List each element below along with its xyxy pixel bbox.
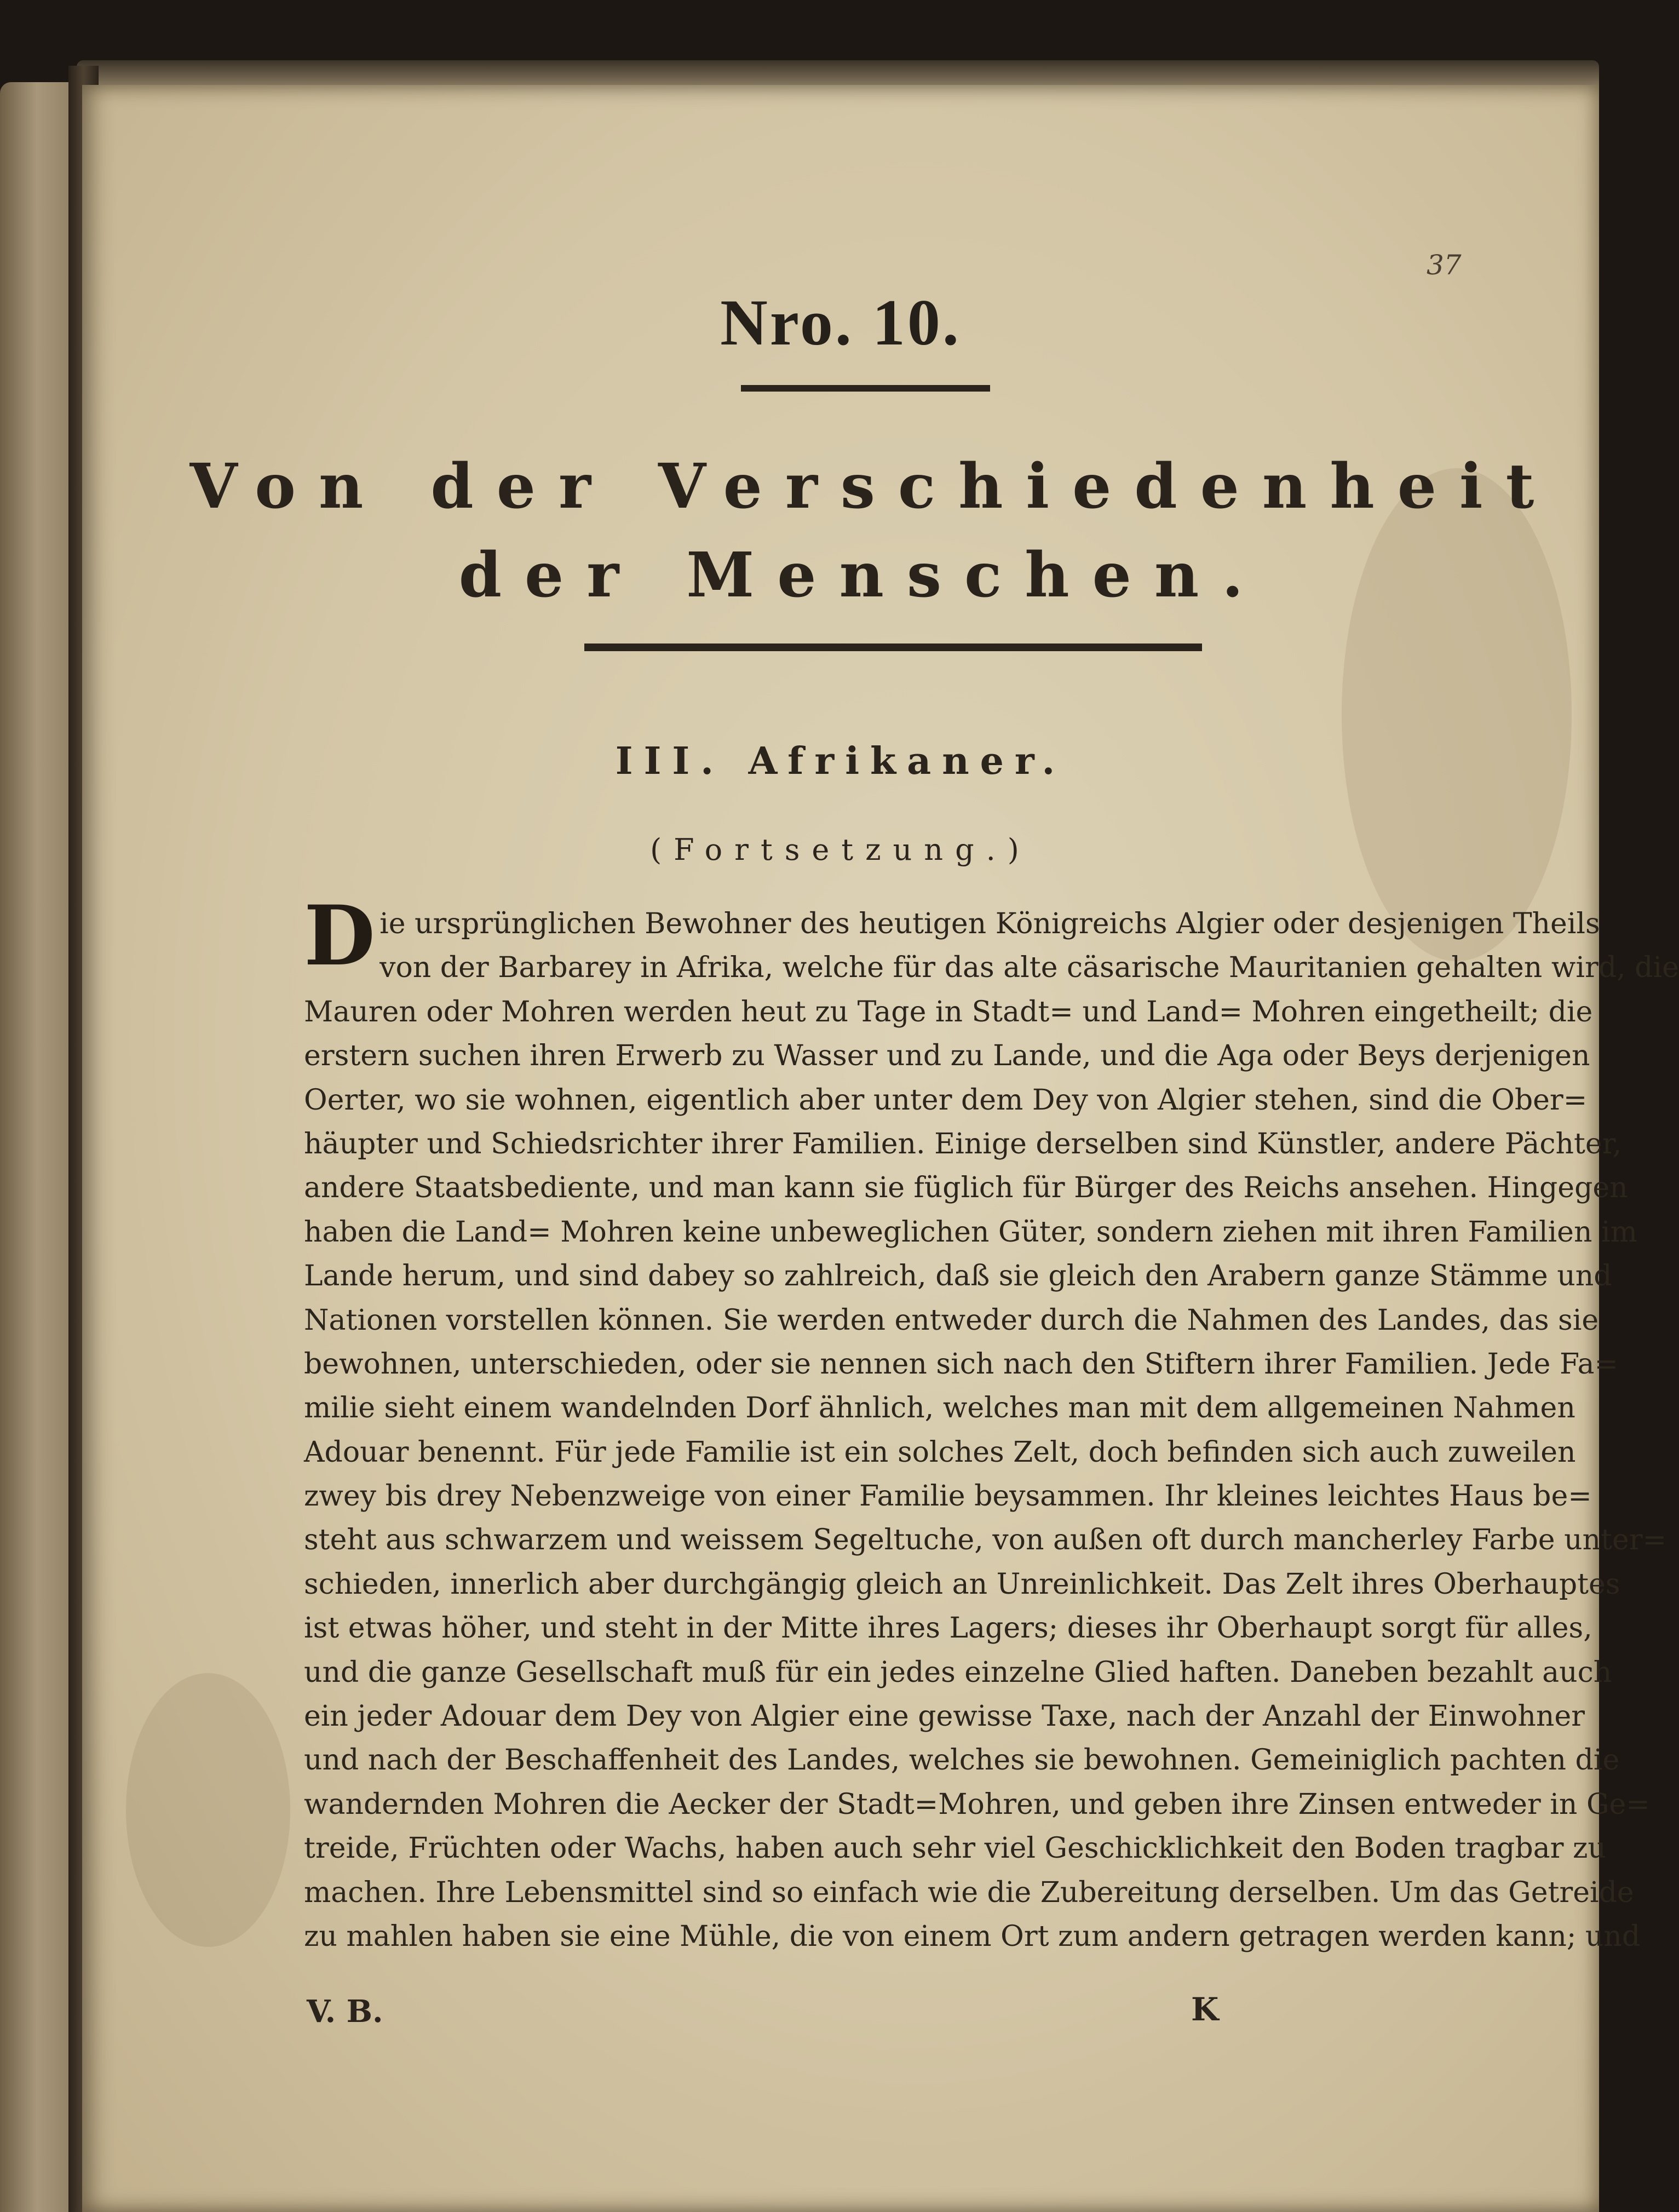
drop-cap: D <box>304 888 376 984</box>
body-line: zwey bis drey Nebenzweige von einer Familie beysammen. Ihr kleines leichtes Haus be= <box>304 1480 1592 1513</box>
body-line: erstern suchen ihren Erwerb zu Wasser und zu Lande, und die Aga oder Beys derjenigen <box>304 1039 1590 1073</box>
signature-mark: K <box>1191 1991 1219 2028</box>
body-line: zu mahlen haben sie eine Mühle, die von einem Ort zum andern getragen werden kann; und <box>304 1920 1641 1953</box>
body-line: andere Staatsbediente, und man kann sie füglich für Bürger des Reichs ansehen. Hingegen <box>304 1171 1628 1205</box>
page-stain <box>126 1673 290 1947</box>
body-line: und die ganze Gesellschaft muß für ein jedes einzelne Glied haften. Daneben bezahlt auch <box>304 1656 1612 1689</box>
body-line: treide, Früchten oder Wachs, haben auch sehr viel Geschicklichkeit den Boden tragbar zu <box>304 1832 1606 1865</box>
body-text <box>304 888 1679 1958</box>
section-heading: III. Afrikaner. <box>615 739 1066 783</box>
body-line: Lande herum, und sind dabey so zahlreich, daß sie gleich den Arabern ganze Stämme und <box>304 1260 1612 1293</box>
body-line: schieden, innerlich aber durchgängig gleich an Unreinlichkeit. Das Zelt ihres Oberhauptes <box>304 1567 1620 1601</box>
book-page <box>82 85 1679 2212</box>
body-line: steht aus schwarzem und weissem Segeltuche, von außen oft durch mancherley Farbe unter= <box>304 1524 1667 1557</box>
header-rule-long <box>584 644 1202 651</box>
volume-mark: V. B. <box>307 1993 383 2030</box>
body-line: ie ursprünglichen Bewohner des heutigen Königreichs Algier oder desjenigen Theils <box>380 907 1600 940</box>
issue-number: Nro. 10. <box>720 286 961 359</box>
body-line: von der Barbarey in Afrika, welche für das alte cäsarische Mauritanien gehalten wird, die <box>380 951 1679 985</box>
body-line: ist etwas höher, und steht in der Mitte ihres Lagers; dieses ihr Oberhaupt sorgt für alles, <box>304 1612 1592 1645</box>
page-number: 37 <box>1427 249 1462 281</box>
body-line: haben die Land= Mohren keine unbeweglichen Güter, sondern ziehen mit ihren Familien im <box>304 1215 1637 1249</box>
body-line: häupter und Schiedsrichter ihrer Familien. Einige derselben sind Künstler, andere Pächter, <box>304 1127 1622 1160</box>
section-subheading: (Fortsetzung.) <box>650 832 1031 867</box>
page-title-line-2: der Menschen. <box>458 539 1267 611</box>
page-title-line-1: Von der Verschiedenheit <box>189 451 1557 522</box>
body-line: bewohnen, unterschieden, oder sie nennen sich nach den Stiftern ihrer Familien. Jede Fa= <box>304 1347 1619 1381</box>
body-line: Adouar benennt. Für jede Familie ist ein solches Zelt, doch befinden sich auch zuweilen <box>304 1435 1576 1469</box>
body-line: Oerter, wo sie wohnen, eigentlich aber unter dem Dey von Algier stehen, sind die Ober= <box>304 1083 1588 1117</box>
body-line: und nach der Beschaffenheit des Landes, welches sie bewohnen. Gemeiniglich pachten die <box>304 1744 1620 1777</box>
header-rule-short <box>741 385 990 392</box>
body-line: ein jeder Adouar dem Dey von Algier eine gewisse Taxe, nach der Anzahl der Einwohner <box>304 1700 1585 1733</box>
body-line: machen. Ihre Lebensmittel sind so einfach wie die Zubereitung derselben. Um das Getreide <box>304 1876 1634 1909</box>
body-line: milie sieht einem wandelnden Dorf ähnlich, welches man mit dem allgemeinen Nahmen <box>304 1392 1576 1425</box>
body-line: Nationen vorstellen können. Sie werden entweder durch die Nahmen des Landes, das sie <box>304 1303 1599 1337</box>
body-line: Mauren oder Mohren werden heut zu Tage in Stadt= und Land= Mohren eingetheilt; die <box>304 995 1593 1029</box>
body-line: wandernden Mohren die Aecker der Stadt=Mohren, und geben ihre Zinsen entweder in Ge= <box>304 1788 1650 1821</box>
